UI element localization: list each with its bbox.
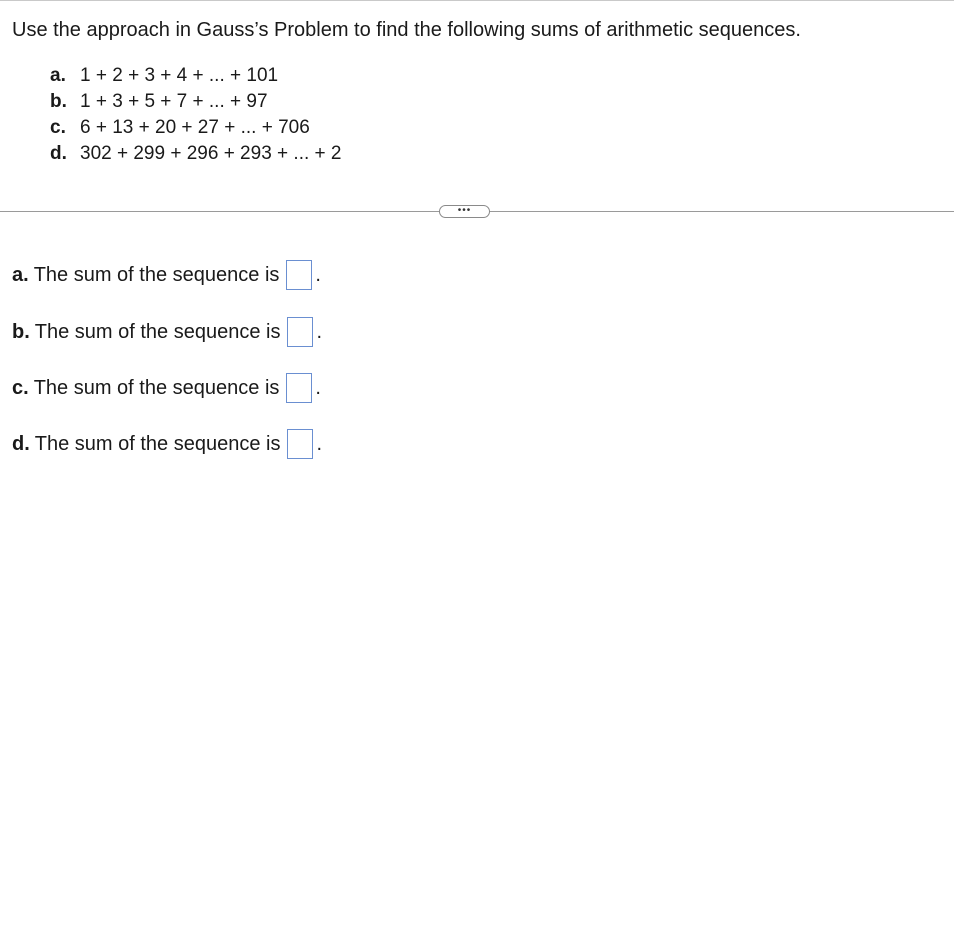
answer-period: . [316, 432, 323, 455]
problem-expression: 1 + 3 + 5 + 7 + ... + 97 [80, 91, 268, 112]
problem-b [50, 89, 341, 115]
answer-period: . [316, 320, 323, 343]
answer-prompt: The sum of the sequence is [34, 432, 281, 455]
more-options-button[interactable]: ••• [439, 205, 490, 218]
problem-letter: c. [50, 117, 66, 138]
answer-prompt: The sum of the sequence is [33, 376, 280, 399]
problem-d [50, 141, 341, 167]
problem-list [50, 63, 341, 167]
problem-expression: 1 + 2 + 3 + 4 + ... + 101 [80, 65, 279, 86]
question-instructions: Use the approach in Gauss’s Problem to find the following sums of arithmetic sequences. [12, 19, 801, 41]
answer-prompt: The sum of the sequence is [33, 263, 280, 286]
answer-row-a [12, 259, 321, 291]
top-border [0, 0, 954, 1]
problem-a [50, 63, 341, 89]
answer-row-d [12, 428, 322, 460]
answer-period: . [315, 263, 321, 286]
answer-letter: a. [12, 263, 29, 286]
answer-period: . [315, 376, 321, 399]
answer-input-d[interactable] [287, 429, 313, 459]
problem-letter: a. [50, 65, 66, 86]
answer-input-b[interactable] [287, 317, 313, 347]
answer-row-b [12, 316, 322, 348]
answer-letter: d. [12, 432, 30, 455]
answer-input-c[interactable] [286, 373, 312, 403]
problem-c [50, 115, 341, 141]
answer-input-a[interactable] [286, 260, 312, 290]
answer-letter: b. [12, 320, 30, 343]
answer-letter: c. [12, 376, 29, 399]
answer-row-c [12, 372, 321, 404]
problem-expression: 302 + 299 + 296 + 293 + ... + 2 [80, 143, 342, 164]
problem-expression: 6 + 13 + 20 + 27 + ... + 706 [80, 117, 310, 138]
problem-letter: d. [50, 143, 67, 164]
answer-prompt: The sum of the sequence is [34, 320, 281, 343]
problem-letter: b. [50, 91, 67, 112]
